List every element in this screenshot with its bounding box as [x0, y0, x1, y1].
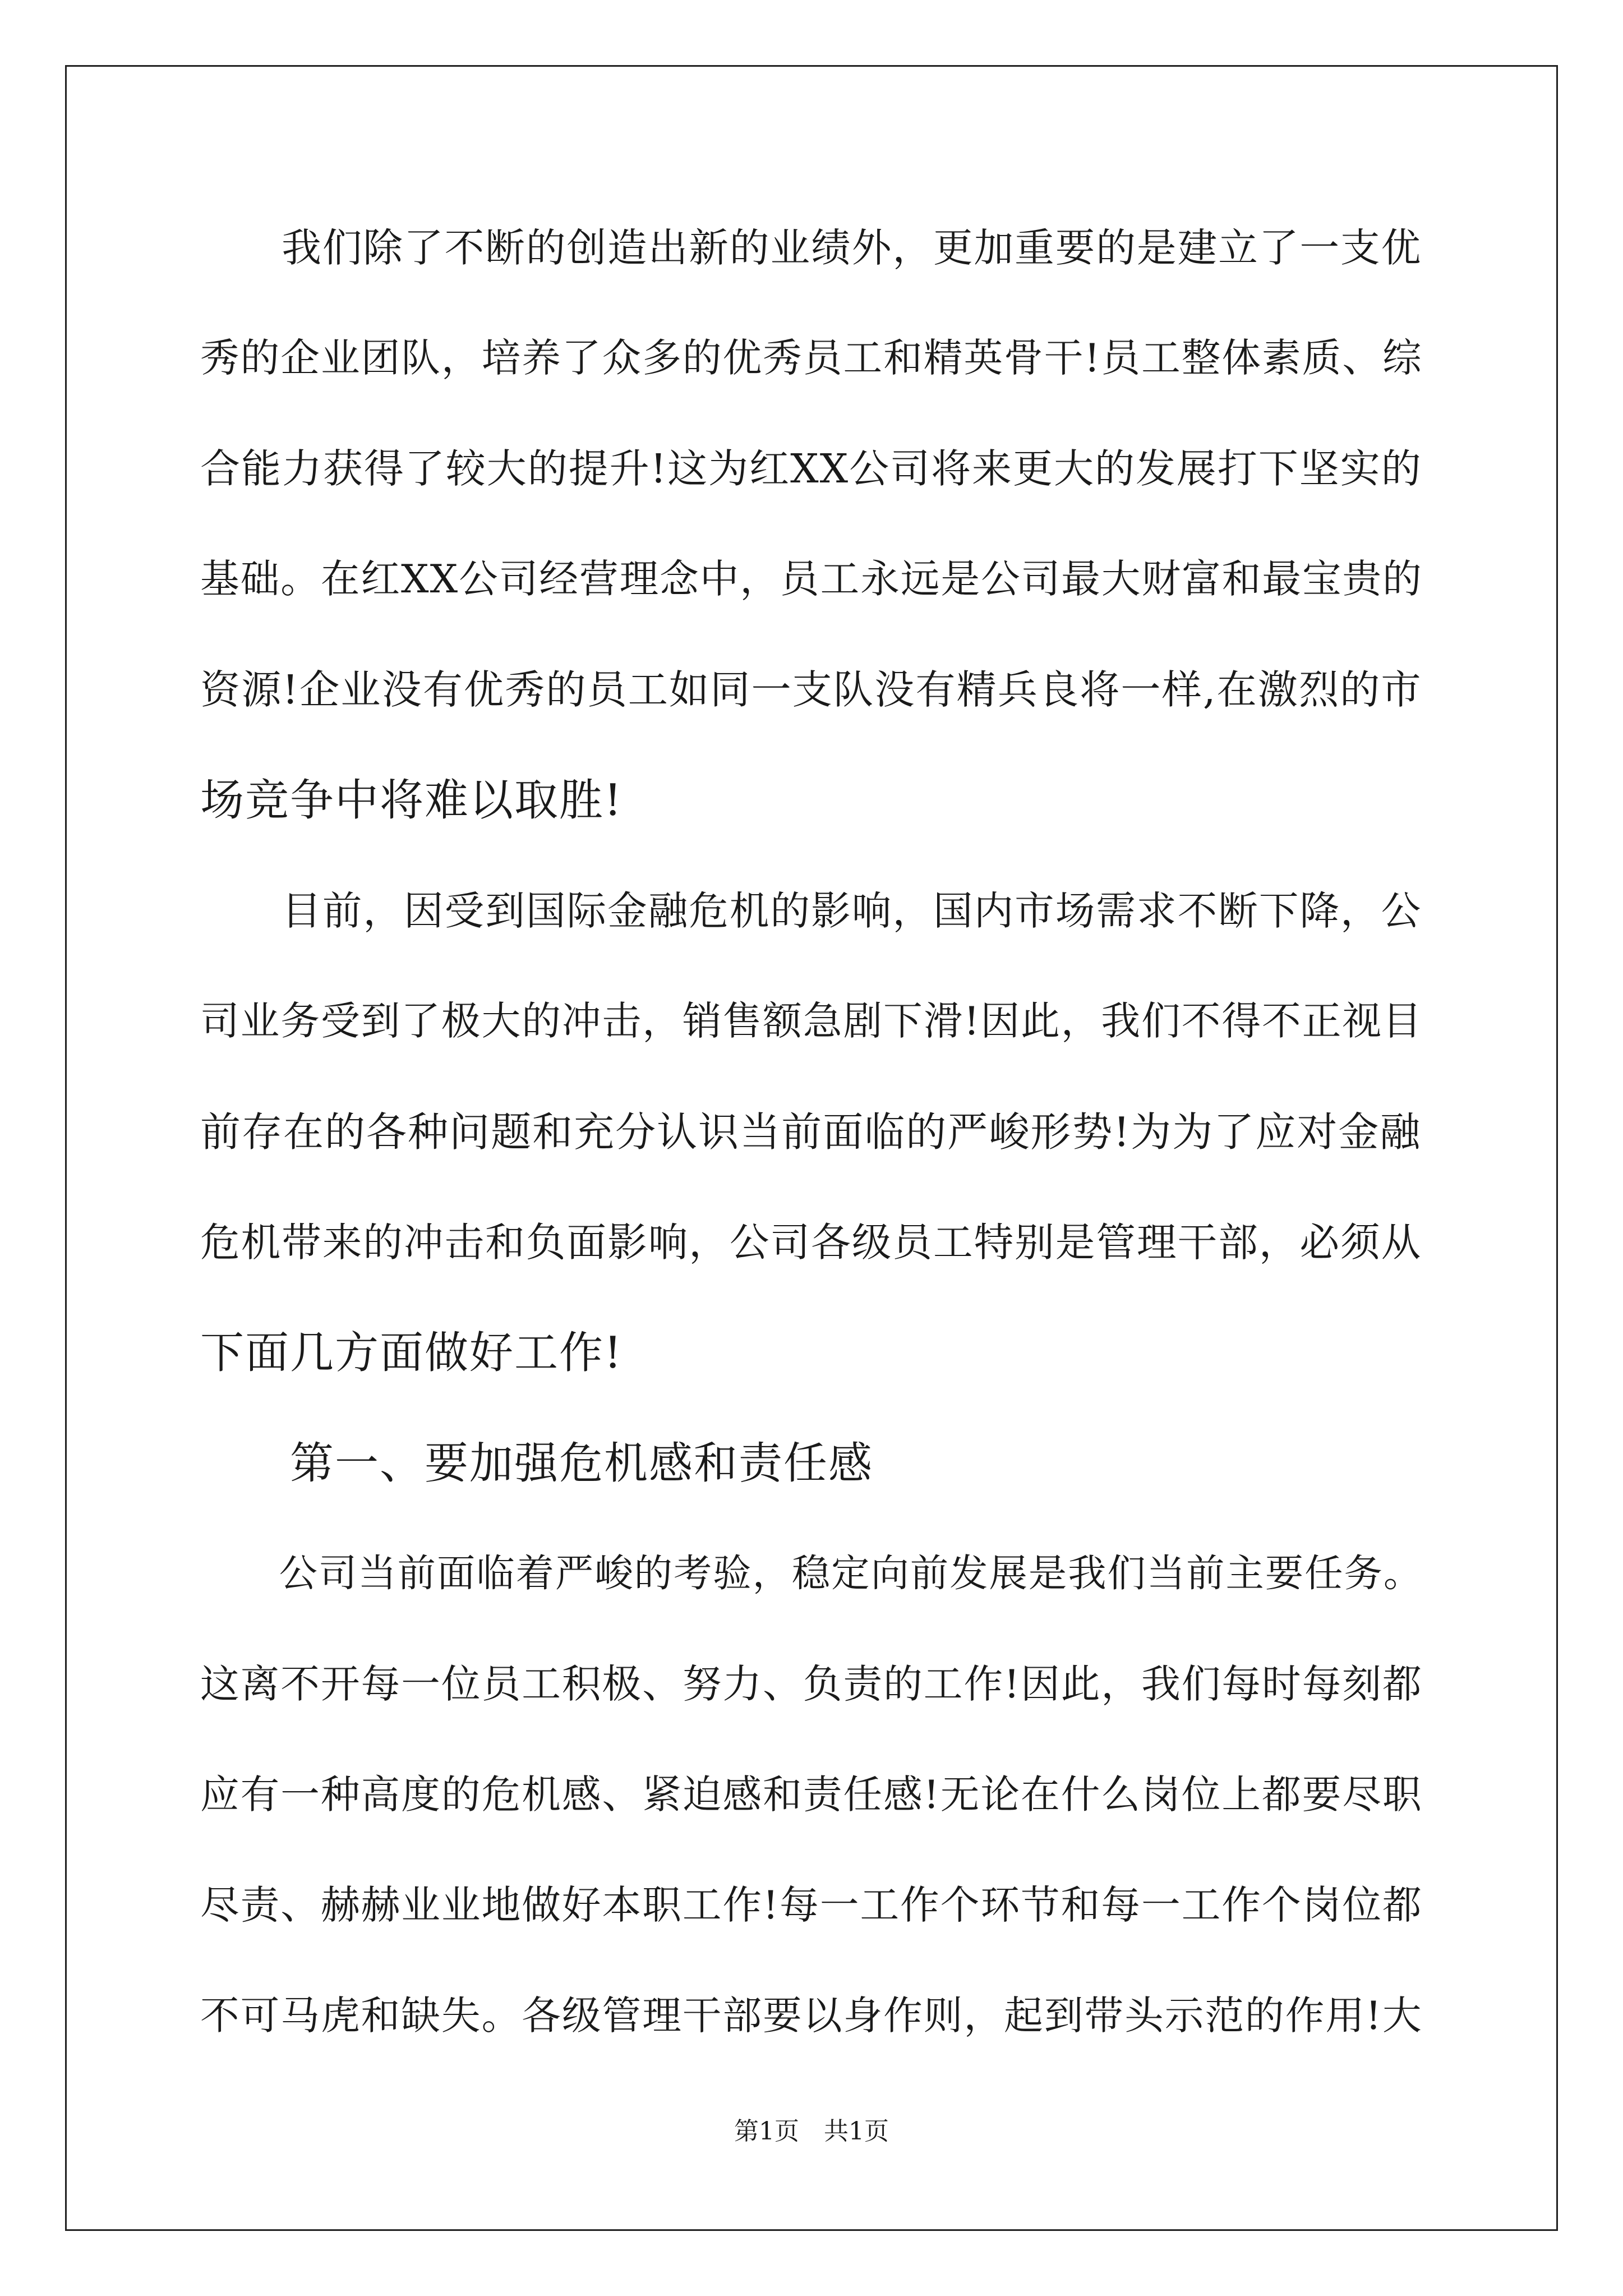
body-line-9: 前存在的各种问题和充分认识当前面临的严峻形势!为为了应对金融 — [200, 1108, 1422, 1156]
body-line-6: 场竞争中将难以取胜! — [200, 775, 623, 826]
page-number: 第1页 共1页 — [734, 2117, 889, 2146]
body-line-17: 不可马虎和缺失。各级管理干部要以身作则，起到带头示范的作用!大 — [200, 1993, 1423, 2039]
body-line-2: 秀的企业团队，培养了众多的优秀员工和精英骨干!员工整体素质、综 — [200, 335, 1423, 381]
body-line-8: 司业务受到了极大的冲击，销售额急剧下滑!因此，我们不得不正视目 — [200, 999, 1423, 1044]
section-heading: 第一、要加强危机感和责任感 — [200, 1438, 874, 1489]
body-line-13: 公司当前面临着严峻的考验，稳定向前发展是我们当前主要任务。 — [200, 1552, 1423, 1596]
body-line-10: 危机带来的冲击和负面影响，公司各级员工特别是管理干部，必须从 — [200, 1219, 1422, 1266]
body-line-5: 资源!企业没有优秀的员工如同一支队没有精兵良将一样,在激烈的市 — [200, 666, 1422, 713]
body-line-3: 合能力获得了较大的提升!这为红XX公司将来更大的发展打下坚实的 — [200, 445, 1422, 492]
body-line-4: 基础。在红XX公司经营理念中，员工永远是公司最大财富和最宝贵的 — [200, 556, 1423, 602]
body-line-11: 下面几方面做好工作! — [200, 1328, 623, 1378]
body-line-16: 尽责、赫赫业业地做好本职工作!每一工作个环节和每一工作个岗位都 — [200, 1883, 1423, 1928]
body-line-7: 目前，因受到国际金融危机的影响，国内市场需求不断下降，公 — [200, 887, 1422, 934]
body-line-1: 我们除了不断的创造出新的业绩外，更加重要的是建立了一支优 — [200, 224, 1422, 271]
body-line-15: 应有一种高度的危机感、紧迫感和责任感!无论在什么岗位上都要尽职 — [200, 1772, 1423, 1818]
body-line-14: 这离不开每一位员工积极、努力、负责的工作!因此，我们每时每刻都 — [200, 1662, 1423, 1707]
